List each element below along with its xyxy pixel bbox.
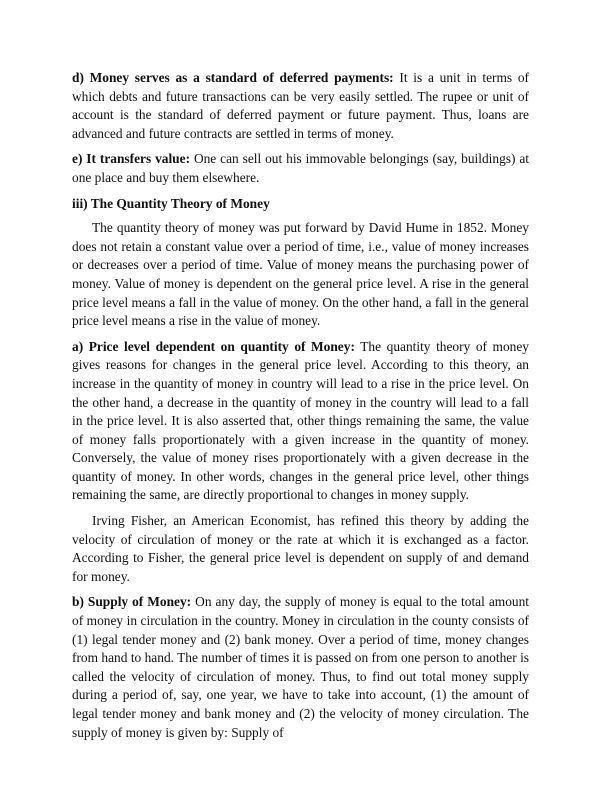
paragraph-supply-of-money [72,593,529,742]
document-body [72,69,529,749]
paragraph-lead-supply-of-money: b) Supply of Money: [72,594,192,610]
paragraph-text-deferred-payments: It is a unit in terms of which debts and future transactions can be very easily settled. The rupee or unit of account is the standard of deferred payment or future payment. Thus, loans are advanced and future contracts are settled in terms of money. [72,70,529,141]
paragraph-fisher: Irving Fisher, an American Economist, has refined this theory by adding the velocity of circulation of money or the rate at which it is exchanged as a factor. According to Fisher, the general price level is dependent on supply of and demand for money. [72,513,529,584]
paragraph-deferred-payments [72,69,529,143]
paragraph-lead-transfers-value: e) It transfers value: [72,151,191,167]
paragraph-text-price-level: The quantity theory of money gives reasons for changes in the general price level. According to this theory, an increase in the quantity of money in country will lead to a rise in the price level. On the other hand, a decrease in the quantity of money in the country will lead to a fall in the price level. It is also asserted that, other things remaining the same, the value of money falls proportionately with a given increase in the quantity of money. Conversely, the value of money rises proportionately with a given decrease in the quantity of money. In other words, changes in the general price level, other things remaining the same, are directly proportional to changes in money supply. [72,338,529,503]
section-heading: iii) The Quantity Theory of Money [72,195,270,211]
paragraph-lead-deferred-payments: d) Money serves as a standard of deferred payments: [72,70,394,85]
paragraph-text-supply-of-money: On any day, the supply of money is equal to the total amount of money in circulation in the country. Money in circulation in the county consists of (1) legal tender money and (2) bank money. Over a period of time, money changes from hand to hand. The number of times it is passed on from one person to another is called the velocity of circulation of money. Thus, to find out total money supply during a period of, say, one year, we have to take into account, (1) the amount of legal tender money and bank money and (2) the velocity of money circulation. The supply of money is given by: Supply of [72,594,529,740]
paragraph-transfers-value [72,150,529,187]
paragraph-text-transfers-value: One can sell out his immovable belongings (say, buildings) at one place and buy them elsewhere. [72,151,529,185]
paragraph-intro: The quantity theory of money was put forward by David Hume in 1852. Money does not retain a constant value over a period of time, i.e., value of money increases or decreases over a period of time. Value of money means the purchasing power of money. Value of money is dependent on the general price level. A rise in the general price level means a fall in the value of money. On the other hand, a fall in the general price level means a rise in the value of money. [72,220,529,329]
paragraph-lead-price-level: a) Price level dependent on quantity of Money: [72,338,355,354]
paragraph-price-level [72,338,529,505]
